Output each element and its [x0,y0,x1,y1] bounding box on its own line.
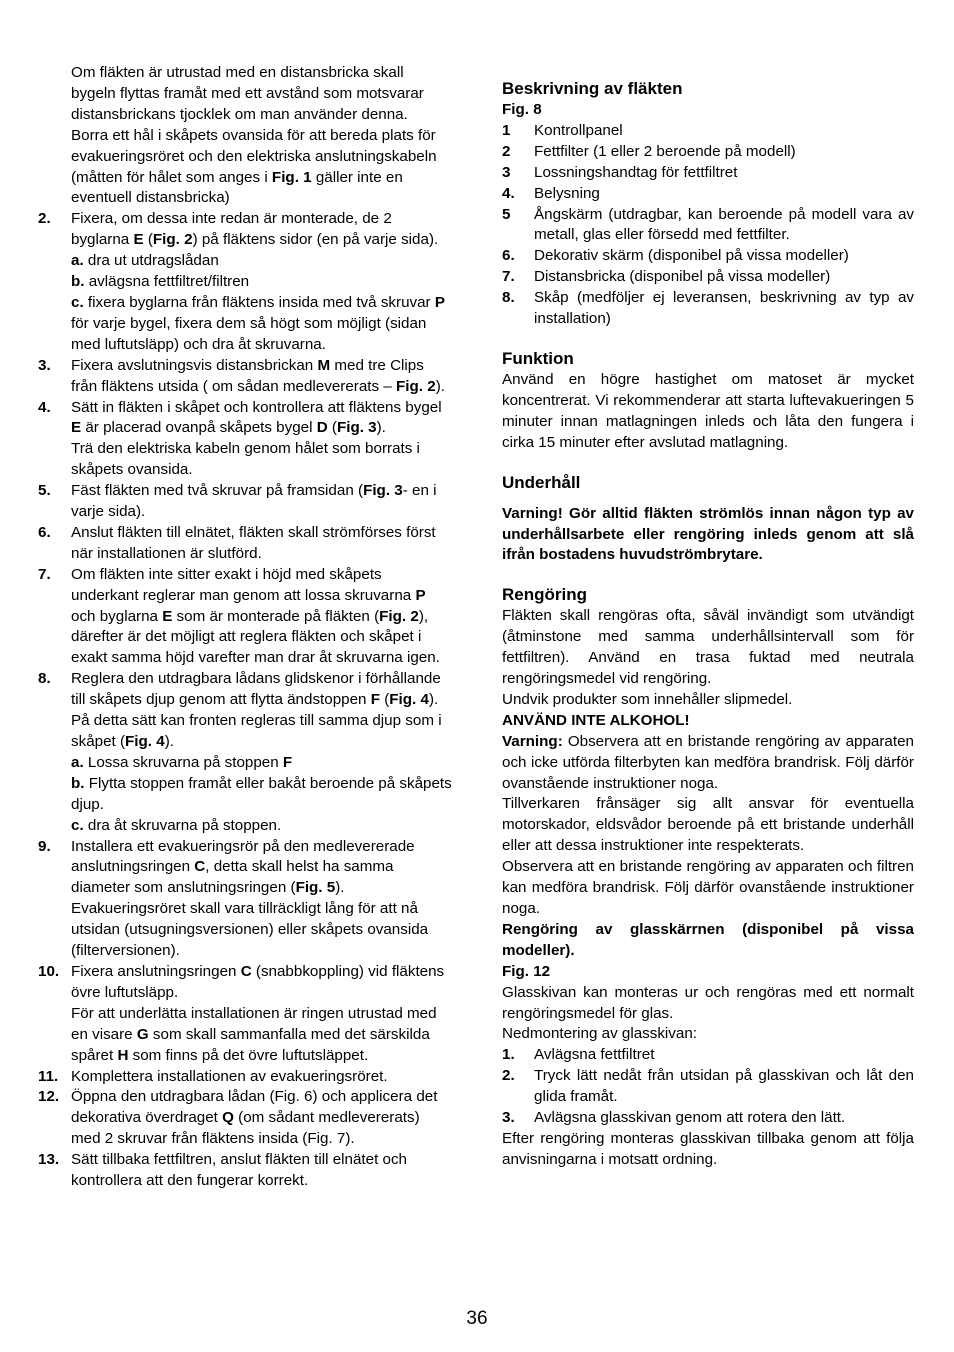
glass-paragraph: Nedmontering av glasskivan: [502,1025,698,1043]
list-item: 4. Belysning [502,184,600,202]
list-item: 7. Om fläkten inte sitter exakt i höjd med skåpets underkant reglerar man genom att lossa skruvarna P och byglarna E som är monterade på fläkten (Fig. 2), därefter är det möjligt att reglera fläkten och skåpet i exakt samma höjd varefter man drar åt skruvarna igen. [38,565,440,667]
cleaning-paragraph: Observera att en bristande rengöring av apparaten och filtren kan medföra brandrisk. Följ därför ovanstående instruktioner noga. [502,858,914,917]
page-number: 36 [466,1308,488,1329]
list-item: 6. Dekorativ skärm (disponibel på vissa modeller) [502,247,849,265]
list-item: 2. Fixera, om dessa inte redan är monterade, de 2 byglarna E (Fig. 2) på fläktens sidor (en på varje sida). a. dra ut utdragslådan b. avlägsna fettfiltret/filtren c. fixera byglarna från fläktens insida med två skruvar P för varje bygel, fixera dem så högt som möjligt (sidan med luftutsläpp) och dra åt skruvarna. [38,210,445,353]
list-item: 2 Fettfilter (1 eller 2 beroende på modell) [502,142,796,160]
list-item: 13. Sätt tillbaka fettfiltren, anslut fläkten till elnätet och kontrollera att den fungerar korrekt. [38,1151,407,1190]
list-item: 6. Anslut fläkten till elnätet, fläkten skall strömförses först när installationen är slutförd. [38,523,436,562]
intro-paragraph [38,63,452,209]
description-list [502,121,914,330]
list-item: 8. Skåp (medföljer ej leveransen, beskrivning av typ av installation) [502,289,914,328]
glass-paragraph: Efter rengöring monteras glasskivan tillbaka genom att följa anvisningarna i motsatt ordning. [502,1129,914,1168]
list-item: 8. Reglera den utdragbara lådans glidskenor i förhållande till skåpets djup genom att flytta ändstoppen F (Fig. 4). På detta sätt kan fronten regleras till samma djup som i skåpet (Fig. 4). a. Lossa skruvarna på stoppen F b. Flytta stoppen framåt eller bakåt beroende på skåpets djup. c. dra åt skruvarna på stoppen. [38,670,452,834]
list-item: 4. Sätt in fläkten i skåpet och kontrollera att fläktens bygel E är placerad ovanpå skåpets bygel D (Fig. 3). Trä den elektriska kabeln genom hålet som borrats i skåpets ovansida. [38,398,442,479]
intro-text-2: Borra ett hål i skåpets ovansida för att bereda plats för evakueringsröret och den elektriska anslutningskabeln (måtten för hålet som anges i Fig. 1 gäller inte en eventuell distansbricka) [71,126,437,207]
list-item: 9. Installera ett evakueringsrör på den medlevererade anslutningsringen C, detta skall helst ha samma diameter som anslutningsringen (Fig. 5). Evakueringsröret skall vara tillräckligt lång för att nå utsidan (utsugningsversionen) eller skåpets ovansida (filterversionen). [38,837,429,960]
list-item: 1. Avlägsna fettfiltret [502,1046,655,1064]
list-item: 7. Distansbricka (disponibel på vissa modeller) [502,268,831,286]
figure-reference: Fig. 8 [502,101,542,118]
list-item: 5. Fäst fläkten med två skruvar på framsidan (Fig. 3- en i varje sida). [38,482,437,521]
cleaning-paragraph: Fläkten skall rengöras ofta, såväl invändigt som utvändigt (åtminstone med samma underhållsintervall som för fettfiltren). Använd en trasa fuktad med neutrala rengöringsmedel vid rengöring. [502,607,914,688]
maintenance-warning: Varning! Gör alltid fläkten strömlös innan någon typ av underhållsarbete eller rengöring inleds genom att slå ifrån bostadens huvudströmbrytare. [502,504,914,564]
list-item: 3. Avlägsna glasskivan genom att rotera den lätt. [502,1109,846,1127]
glass-cleaning-heading: Rengöring av glasskärrnen (disponibel på vissa modeller). [502,920,914,959]
list-item: 12. Öppna den utdragbara lådan (Fig. 6) och applicera det dekorativa överdraget Q (om sådant medlevererats) med 2 skruvar från fläktens insida (Fig. 7). [38,1088,438,1148]
glass-paragraph: Glasskivan kan monteras ur och rengöras med ett normalt rengöringsmedel för glas. [502,983,914,1022]
list-item: 3 Lossningshandtag för fettfiltret [502,163,738,181]
left-column [38,63,452,1192]
section-heading-maintenance: Underhåll [502,472,581,492]
cleaning-paragraph: Undvik produkter som innehåller slipmedel. [502,690,793,708]
figure-reference: Fig. 12 [502,962,551,980]
list-item: 11. Komplettera installationen av evakueringsröret. [38,1067,388,1085]
right-column [502,78,914,1171]
section-heading-description: Beskrivning av fläkten [502,79,683,98]
function-paragraph: Använd en högre hastighet om matoset är mycket koncentrerat. Vi rekommenderar att starta luftevakueringen 5 minuter innan matlagningen inleds och låta den fungera i cirka 15 minuter efter avslutad matlagning. [502,370,914,451]
intro-text-1: Om fläkten är utrustad med en distansbricka skall bygeln flyttas framåt med ett avstånd som motsvarar distansbrickans tjocklek om man använder denna. [71,64,424,123]
cleaning-paragraph: Tillverkaren frånsäger sig allt ansvar för eventuella motorskador, eldsvådor beroende på ett bristande underhåll eller att dessa instruktioner inte respekterats. [502,795,914,855]
section-heading-cleaning: Rengöring [502,585,587,605]
alcohol-warning: ANVÄND INTE ALKOHOL! [502,711,690,729]
list-item: 1 Kontrollpanel [502,121,623,139]
list-item: 10. Fixera anslutningsringen C (snabbkoppling) vid fläktens övre luftutsläpp. För att underlätta installationen är ringen utrustad med en visare G som skall sammanfalla med det särskilda spåret H som finns på det övre luftutsläppet. [38,962,445,1064]
cleaning-warning: Varning: Observera att en bristande rengöring av apparaten och icke utförda filterbyten kan medföra brandrisk. Följ därför ovanstående instruktioner noga. [502,732,914,792]
list-item: 2. Tryck lätt nedåt från utsidan på glasskivan och låt den glida framåt. [502,1067,914,1106]
list-item: 3. Fixera avslutningsvis distansbrickan M med tre Clips från fläktens utsida ( om sådan medlevererats – Fig. 2). [38,356,445,395]
section-heading-function: Funktion [502,348,574,368]
list-item: 5 Ångskärm (utdragbar, kan beroende på modell vara av metall, glas eller försedd med fettfilter. [502,205,914,244]
